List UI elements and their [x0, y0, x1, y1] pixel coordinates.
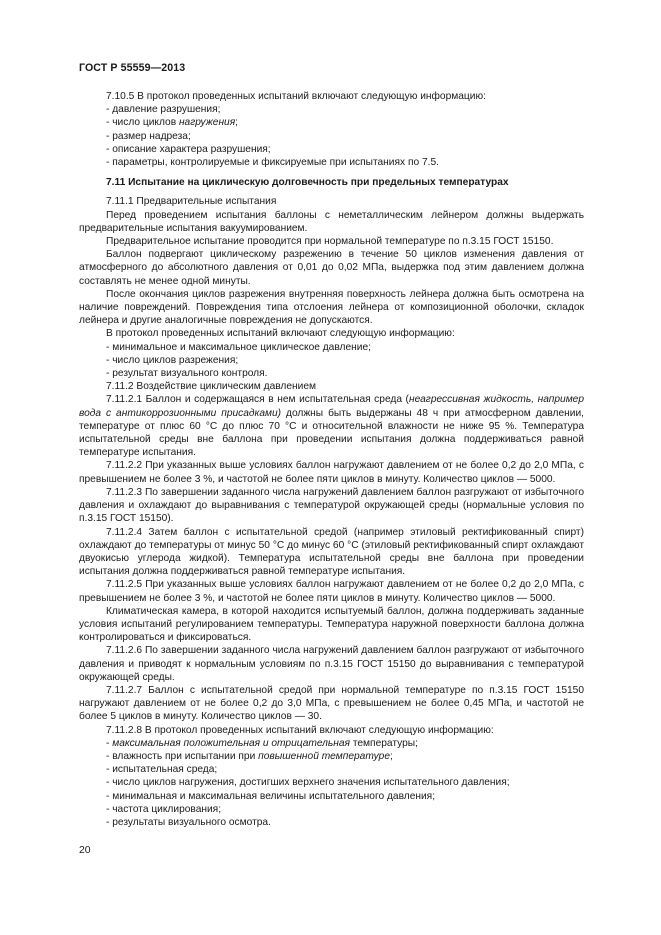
paragraph — [79, 393, 584, 459]
list-item — [79, 341, 584, 354]
text-run: - число циклов разрежения; — [106, 354, 239, 366]
text-run: - частота циклирования; — [106, 803, 222, 815]
list-item — [79, 737, 584, 750]
standard-header: ГОСТ Р 55559—2013 — [79, 62, 186, 74]
page-number: 20 — [79, 845, 91, 856]
list-item — [79, 130, 584, 143]
text-run: - описание характера разрушения; — [106, 143, 271, 155]
paragraph: 7.11.2.5 При указанных выше условиях баллон нагружают давлением от не более 0,2 до 2,0 МПа, с превышением не более 3 %, и частотой не более пяти циклов в минуту. Количество циклов — 5000. — [79, 579, 584, 604]
text-run: - влажность при испытании при — [106, 750, 259, 762]
list-item — [79, 367, 584, 380]
list-item — [79, 143, 584, 156]
text-run: ; — [235, 117, 239, 129]
text-run: должны быть выдержаны 48 ч при атмосферном давлении, температуре от плюс 60 °С до плюс 70 °С и относительной влажности не ниже 95 %. Температура испытательной среды вне баллона при проведении испытания должна поддерживаться равной температуре испытания. — [79, 407, 585, 459]
list-item — [79, 790, 584, 803]
list-item — [79, 354, 584, 367]
list-item — [79, 763, 584, 776]
paragraph: В протокол проведенных испытаний включают следующую информацию: — [106, 328, 455, 340]
paragraph: 7.11.2 Воздействие циклическим давлением — [106, 381, 317, 393]
document-body — [79, 90, 584, 829]
section-heading: 7.11 Испытание на циклическую долговечность при предельных температурах — [106, 177, 509, 189]
list-item — [79, 750, 584, 763]
paragraph: Климатическая камера, в которой находится испытуемый баллон, должна поддерживать заданные условия испытаний регулированием температуры. Температура наружной поверхности баллона должна контролироваться и фиксироваться. — [79, 605, 584, 644]
list-item — [79, 816, 584, 829]
paragraph: 7.11.2.6 По завершении заданного числа нагружений давлением баллон разгружают от избыточного давления и приводят к нормальным условиям по п.3.15 ГОСТ 15150 до выравнивания с температурой окружающей среды. — [79, 645, 584, 683]
paragraph: 7.11.2.2 При указанных выше условиях баллон нагружают давлением от не более 0,2 до 2,0 МПа, с превышением не более 3 %, и частотой не более пяти циклов в минуту. Количество циклов — 5000. — [79, 460, 584, 485]
paragraph: Предварительное испытание проводится при нормальной температуре по п.3.15 ГОСТ 15150. — [106, 236, 554, 248]
text-run: - испытательная среда; — [106, 764, 218, 776]
list-item — [79, 103, 584, 116]
paragraph: 7.11.1 Предварительные испытания — [106, 196, 277, 208]
text-run: - минимальная и максимальная величины испытательного давления; — [106, 790, 436, 802]
text-run: - результат визуального контроля. — [106, 368, 268, 380]
text-run: температуры; — [350, 737, 418, 749]
italic-text-run: максимальная положительная и отрицательная — [112, 737, 350, 749]
text-run: - параметры, контролируемые и фиксируемые при испытаниях по 7.5. — [106, 157, 439, 169]
text-run: - размер надреза; — [106, 130, 191, 142]
text-run: ; — [390, 750, 393, 762]
list-item — [79, 156, 584, 169]
italic-text-run: нагружения — [178, 117, 236, 129]
text-run: - минимальное и максимальное циклическое давление; — [106, 341, 371, 353]
text-run: - — [106, 737, 113, 749]
text-run: - число циклов нагружения, достигших верхнего значения испытательного давления; — [106, 777, 510, 789]
italic-text-run: неагрессивная жидкость, например вода с антикоррозионными присадками) — [79, 394, 585, 419]
paragraph: Баллон подвергают циклическому разрежению в течение 50 циклов изменения давления от атмосферного до абсолютного давления от 0,01 до 0,02 МПа, выдержка под этим давлением должна составлять не менее одной минуты. — [79, 249, 584, 287]
paragraph: 7.11.2.7 Баллон с испытательной средой при нормальной температуре по п.3.15 ГОСТ 15150 нагружают давлением от не более 0,2 до 3,0 МПа, с превышением не более 0,45 МПа, и частотой не более 5 циклов в минуту. Количество циклов — 30. — [79, 684, 584, 723]
paragraph: После окончания циклов разрежения внутренняя поверхность лейнера должна быть осмотрена на наличие повреждений. Повреждения типа отслоения лейнера от композиционной оболочки, складок лейнера и другие аналогичные повреждения не допускаются. — [79, 288, 584, 327]
text-run: - число циклов — [106, 117, 179, 129]
text-run: 7.11.2.1 Баллон и содержащаяся в нем испытательная среда ( — [106, 394, 409, 406]
list-item — [79, 116, 584, 129]
text-run: - результаты визуального осмотра. — [106, 816, 271, 828]
paragraph: 7.11.2.4 Затем баллон с испытательной средой (например этиловый ректификованный спирт) охлаждают до температуры от минус 50 °С до минус 60 °С (этиловый ректификованный спирт охлаждают двуокисью углерода жидкой). Температура испытательной среды вне баллона при проведении испытания должна поддерживаться равной температуре испытания. — [79, 526, 584, 578]
list-item — [79, 776, 584, 789]
italic-text-run: повышенной температуре — [258, 750, 391, 762]
paragraph: 7.11.2.8 В протокол проведенных испытаний включают следующую информацию: — [106, 724, 494, 736]
paragraph: Перед проведением испытания баллоны с неметаллическим лейнером должны выдержать предварительные испытания вакуумированием. — [79, 209, 584, 234]
paragraph: 7.11.2.3 По завершении заданного числа нагружений давлением баллон разгружают от избыточного давления и охлаждают до выравнивания с температурой окружающей среды (нормальные условия по п.3.15 ГОСТ 15150). — [79, 486, 584, 525]
text-run: - давление разрушения; — [106, 104, 221, 116]
list-item — [79, 803, 584, 816]
paragraph: 7.10.5 В протокол проведенных испытаний включают следующую информацию: — [106, 91, 486, 102]
